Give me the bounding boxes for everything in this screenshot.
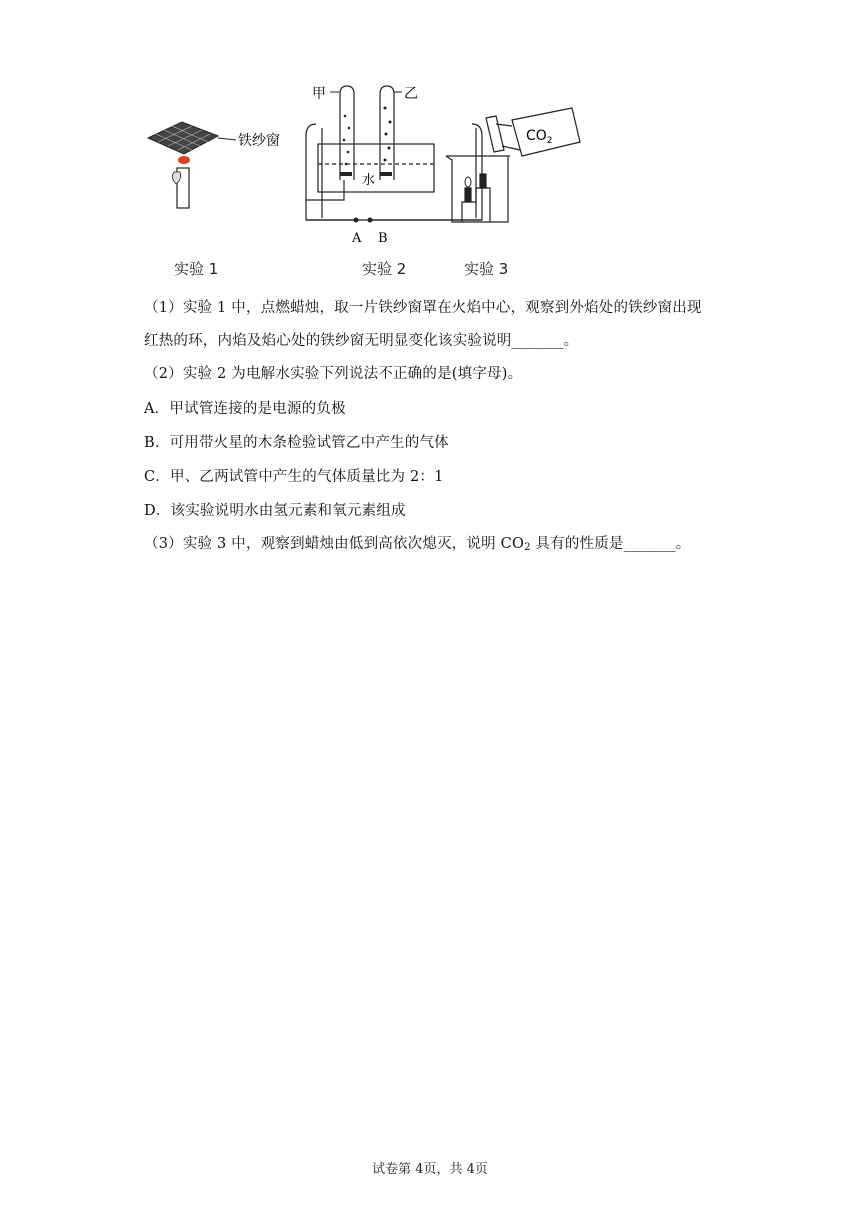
question-1-line-1: （1）实验 1 中，点燃蜡烛，取一片铁纱窗罩在火焰中心，观察到外焰处的铁纱窗出现 — [144, 300, 702, 316]
question-2-stem: （2）实验 2 为电解水实验下列说法不正确的是(填字母)。 — [144, 366, 523, 382]
water-label: 水 — [362, 173, 376, 188]
question-2-option-c: C．甲、乙两试管中产生的气体质量比为 2：1 — [144, 469, 444, 485]
terminal-b-label: B — [378, 231, 388, 246]
experiment-diagram — [140, 76, 590, 281]
question-2-option-d: D．该实验说明水由氢元素和氧元素组成 — [144, 503, 406, 519]
question-1-line-2: 红热的环，内焰及焰心处的铁纱窗无明显变化该实验说明_______。 — [144, 333, 579, 349]
flame-icon — [465, 177, 471, 187]
question-2-option-b: B．可用带火星的木条检验试管乙中产生的气体 — [144, 435, 449, 451]
question-3-prefix: （3）实验 3 中，观察到蜡烛由低到高依次熄灭，说明 CO — [144, 536, 525, 552]
page-footer: 试卷第 4页，共 4页 — [372, 1162, 488, 1177]
experiment-3-apparatus — [446, 108, 580, 222]
co2-bottle-label: $CO_2$ — [526, 128, 553, 146]
question-2-option-a: A．甲试管连接的是电源的负极 — [144, 401, 346, 417]
experiment-1-apparatus — [148, 122, 236, 208]
question-3 — [144, 534, 690, 558]
iron-gauze-label: 铁纱窗 — [238, 133, 280, 149]
terminal-a-label: A — [352, 231, 362, 246]
caption-experiment-2: 实验 2 — [362, 260, 407, 278]
caption-experiment-1: 实验 1 — [174, 260, 219, 278]
experiment-2-apparatus — [306, 86, 482, 220]
tube-yi-label: 乙 — [404, 86, 418, 102]
experiment-figure — [140, 76, 590, 281]
question-3-suffix: 具有的性质是_______。 — [530, 536, 691, 552]
question-3-subscript: 2 — [524, 542, 531, 553]
caption-experiment-3: 实验 3 — [464, 260, 509, 278]
tube-jia-label: 甲 — [312, 86, 326, 102]
